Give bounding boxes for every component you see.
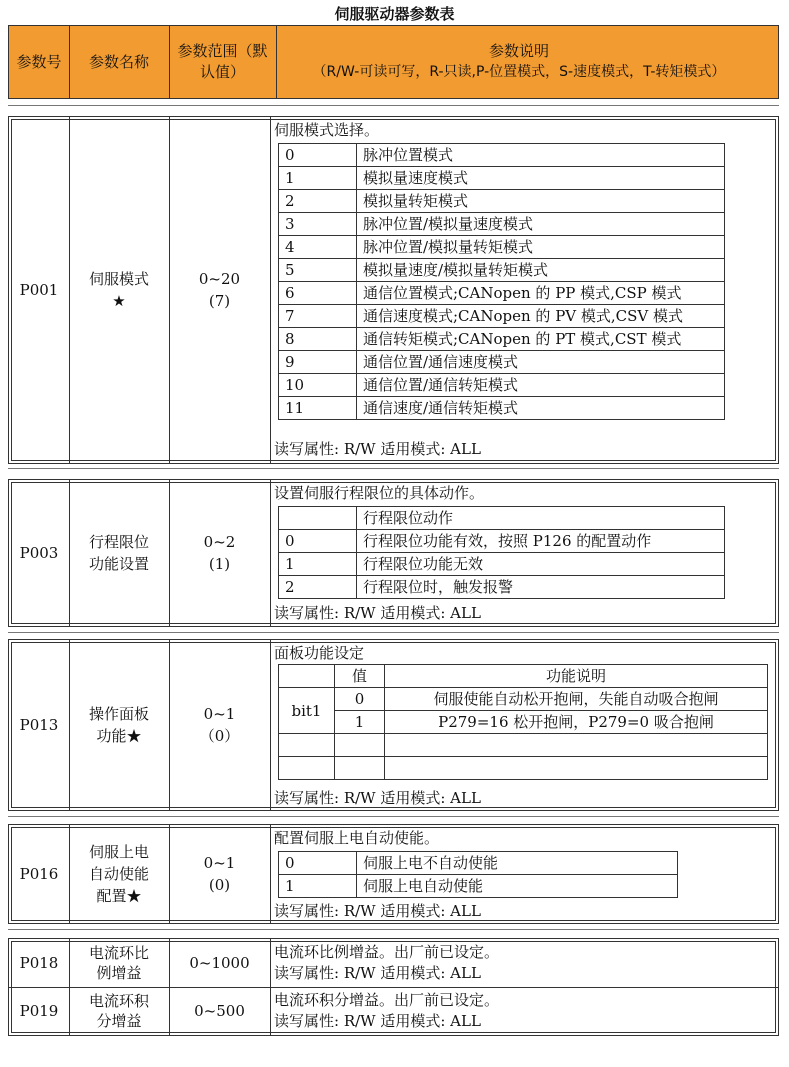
- param-description: [270, 825, 778, 923]
- option-value: 8: [279, 328, 357, 351]
- option-value: 5: [279, 259, 357, 282]
- desc-intro: 面板功能设定: [274, 644, 365, 662]
- option-value: 1: [279, 167, 357, 190]
- param-block-p003: [8, 479, 779, 627]
- mode-options-table: [278, 143, 725, 420]
- option-desc: 脉冲位置模式: [357, 144, 725, 167]
- param-id: P013: [9, 640, 70, 810]
- param-name: [69, 480, 170, 626]
- option-desc: 脉冲位置/模拟量转矩模式: [357, 236, 725, 259]
- param-id: P019: [9, 987, 70, 1035]
- param-name-line1: 电流环积: [88, 992, 149, 1010]
- desc-footer: 读写属性: R/W 适用模式: ALL: [274, 964, 481, 982]
- page-title: 伺服驱动器参数表: [334, 5, 455, 23]
- param-range: 0~500: [169, 987, 271, 1035]
- desc-footer: 读写属性: R/W 适用模式: ALL: [274, 902, 481, 920]
- param-name-line1: 电流环比: [88, 944, 149, 962]
- option-value: 4: [279, 236, 357, 259]
- default-value: (0): [208, 876, 231, 894]
- cell-desc: P279=16 松开抱闸，P279=0 吸合抱闸: [385, 711, 768, 734]
- range-value: 0~1: [203, 854, 236, 872]
- table-row: [279, 259, 725, 282]
- option-value: 1: [279, 875, 357, 898]
- param-block-p016: [8, 824, 779, 924]
- table-row: [279, 374, 725, 397]
- param-name-line2: 功能★: [96, 727, 142, 745]
- panel-function-table: [278, 664, 768, 780]
- param-row-p019: [9, 987, 778, 1035]
- default-value: (7): [208, 292, 231, 310]
- table-row: [279, 507, 725, 530]
- option-desc: 行程限位功能有效，按照 P126 的配置动作: [357, 530, 725, 553]
- option-value: 2: [279, 576, 357, 599]
- option-desc: 伺服上电不自动使能: [357, 852, 678, 875]
- table-row: [279, 875, 678, 898]
- default-value: （0）: [199, 727, 240, 745]
- th-function: 功能说明: [385, 665, 768, 688]
- table-row: [279, 190, 725, 213]
- param-block-p001: [8, 116, 779, 464]
- desc-line: 电流环比例增益。出厂前已设定。: [274, 943, 500, 961]
- option-value: 11: [279, 397, 357, 420]
- param-name-line2: 例增益: [96, 964, 142, 982]
- option-desc: 通信转矩模式;CANopen 的 PT 模式,CST 模式: [357, 328, 725, 351]
- table-row: [279, 852, 678, 875]
- table-row: [279, 328, 725, 351]
- table-row: [279, 236, 725, 259]
- table-row: [279, 757, 768, 780]
- param-name: [69, 117, 170, 463]
- cell-value: 1: [335, 711, 385, 734]
- param-block-p013: [8, 639, 779, 811]
- param-name-line1: 行程限位: [88, 533, 149, 551]
- param-block-p018-p019: [8, 938, 779, 1036]
- param-range: [169, 117, 271, 463]
- cell-value: 0: [335, 688, 385, 711]
- desc-footer: 读写属性: R/W 适用模式: ALL: [274, 1012, 481, 1030]
- desc-footer: 读写属性: R/W 适用模式: ALL: [274, 604, 481, 622]
- table-row: [279, 144, 725, 167]
- range-value: 0~20: [198, 270, 241, 288]
- option-desc: 伺服上电自动使能: [357, 875, 678, 898]
- default-value: (1): [208, 555, 231, 573]
- table-row: [279, 688, 768, 711]
- param-name: [69, 640, 170, 810]
- header-param-name: 参数名称: [69, 26, 170, 98]
- table-row: [279, 553, 725, 576]
- option-value: 6: [279, 282, 357, 305]
- param-range: [169, 480, 271, 626]
- cell-desc: 伺服使能自动松开抱闸，失能自动吸合抱闸: [385, 688, 768, 711]
- header-param-range: 参数范围（默认值）: [169, 26, 277, 98]
- table-row: [279, 576, 725, 599]
- option-desc: 通信位置/通信速度模式: [357, 351, 725, 374]
- table-row: [279, 167, 725, 190]
- param-id: P001: [9, 117, 70, 463]
- header-param-desc: [260, 26, 778, 98]
- option-desc: 模拟量速度/模拟量转矩模式: [357, 259, 725, 282]
- table-row: [279, 397, 725, 420]
- th-value: 值: [335, 665, 385, 688]
- option-value: 0: [279, 144, 357, 167]
- option-desc: 通信速度模式;CANopen 的 PV 模式,CSV 模式: [357, 305, 725, 328]
- option-value: 2: [279, 190, 357, 213]
- option-value: 3: [279, 213, 357, 236]
- option-desc: 行程限位功能无效: [357, 553, 725, 576]
- desc-intro: 设置伺服行程限位的具体动作。: [274, 484, 485, 502]
- option-value: 7: [279, 305, 357, 328]
- header-desc-legend: （R/W-可读可写，R-只读,P-位置模式，S-速度模式，T-转矩模式）: [312, 64, 726, 80]
- param-description: [270, 117, 778, 463]
- desc-intro: 伺服模式选择。: [274, 121, 380, 139]
- desc-footer: 读写属性: R/W 适用模式: ALL: [274, 789, 481, 807]
- header-desc-title: 参数说明: [488, 42, 549, 60]
- bit-label: bit1: [279, 688, 335, 734]
- option-value: 0: [279, 530, 357, 553]
- range-value: 0~1: [203, 705, 236, 723]
- param-range: [169, 640, 271, 810]
- table-row: [279, 305, 725, 328]
- param-description: [270, 640, 778, 810]
- limit-options-table: [278, 506, 725, 599]
- option-value: 1: [279, 553, 357, 576]
- table-row: [279, 530, 725, 553]
- option-desc: 通信位置模式;CANopen 的 PP 模式,CSP 模式: [357, 282, 725, 305]
- table-row: [279, 282, 725, 305]
- param-name-line2: 分增益: [96, 1012, 142, 1030]
- table-row: [279, 351, 725, 374]
- table-row: [279, 665, 768, 688]
- option-desc: 通信位置/通信转矩模式: [357, 374, 725, 397]
- param-name-line1: 伺服上电: [88, 843, 149, 861]
- table-row: [279, 213, 725, 236]
- desc-footer: 读写属性: R/W 适用模式: ALL: [274, 440, 481, 458]
- param-name: [69, 825, 170, 923]
- option-desc: 模拟量转矩模式: [357, 190, 725, 213]
- desc-intro: 配置伺服上电自动使能。: [274, 829, 440, 847]
- table-row: [279, 734, 768, 757]
- param-name-line1: 操作面板: [88, 705, 149, 723]
- param-range: [169, 825, 271, 923]
- param-name: [69, 939, 170, 987]
- param-name: [69, 987, 170, 1035]
- param-name-text: 伺服模式: [88, 270, 149, 288]
- param-name-line2: 自动使能: [88, 865, 149, 883]
- option-value: 9: [279, 351, 357, 374]
- param-id: P016: [9, 825, 70, 923]
- table-header: [8, 25, 779, 99]
- param-id: P003: [9, 480, 70, 626]
- param-row-p018: [9, 939, 778, 988]
- auto-enable-table: [278, 851, 678, 898]
- option-value: 10: [279, 374, 357, 397]
- option-desc: 通信速度/通信转矩模式: [357, 397, 725, 420]
- param-name-line2: 功能设置: [88, 555, 149, 573]
- star-icon: ★: [112, 292, 126, 310]
- table-row: [279, 711, 768, 734]
- option-desc: 行程限位时，触发报警: [357, 576, 725, 599]
- param-range: 0~1000: [169, 939, 271, 987]
- desc-line: 电流环积分增益。出厂前已设定。: [274, 991, 500, 1009]
- option-value: 0: [279, 852, 357, 875]
- param-id: P018: [9, 939, 70, 987]
- param-name-line3: 配置★: [96, 887, 142, 905]
- option-desc: 模拟量速度模式: [357, 167, 725, 190]
- option-desc: 脉冲位置/模拟量速度模式: [357, 213, 725, 236]
- param-description: [270, 480, 778, 626]
- options-head: 行程限位动作: [357, 507, 725, 530]
- range-value: 0~2: [203, 533, 236, 551]
- header-param-no: 参数号: [9, 26, 70, 98]
